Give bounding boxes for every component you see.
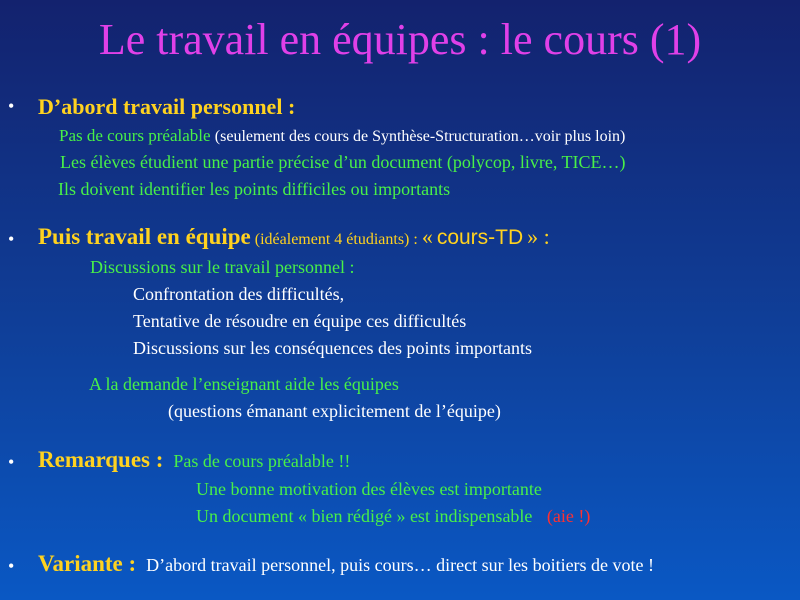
bullet-3: • [8, 452, 15, 472]
section3-line3-wrap [196, 506, 590, 527]
section4-text: D’abord travail personnel, puis cours… direct sur les boitiers de vote ! [146, 555, 655, 575]
slide-title: Le travail en équipes : le cours (1) [98, 15, 702, 64]
bullet-2: • [8, 229, 15, 249]
section1-line1-white: (seulement des cours de Synthèse-Structuration…voir plus loin) [214, 128, 626, 145]
section1-heading: D’abord travail personnel : [38, 94, 296, 119]
section2-quote-close: » : [527, 224, 550, 249]
section4-heading: Variante : [38, 551, 137, 576]
bullet-4: • [8, 556, 15, 576]
section3-line3-red: (aie !) [546, 506, 591, 526]
section1-line1 [59, 126, 625, 146]
section3-line2: Une bonne motivation des élèves est importante [196, 479, 542, 499]
section3-line1: Pas de cours préalable !! [173, 451, 351, 471]
section2-line5: A la demande l’enseignant aide les équipes [89, 374, 399, 394]
section3-heading-line [38, 447, 350, 473]
section2-line1: Discussions sur le travail personnel : [90, 257, 355, 277]
section2-heading-line [38, 224, 550, 250]
section2-paren: (idéalement 4 étudiants) : [254, 231, 418, 248]
section2-quote-open: « [421, 224, 433, 249]
section2-heading: Puis travail en équipe [38, 224, 251, 249]
section1-line3: Ils doivent identifier les points difficiles ou importants [58, 179, 451, 199]
section2-line4: Discussions sur les conséquences des points importants [133, 338, 532, 358]
section4-line [38, 551, 654, 577]
section3-heading: Remarques : [38, 447, 164, 472]
section1-line1-green: Pas de cours préalable [59, 126, 211, 145]
section2-cours-td: cours-TD [436, 226, 524, 249]
section2-line6: (questions émanant explicitement de l’équipe) [168, 401, 501, 421]
section3-line3: Un document « bien rédigé » est indispensable [196, 506, 533, 526]
section2-line2: Confrontation des difficultés, [133, 284, 345, 304]
bullet-1: • [8, 96, 15, 116]
section2-line3: Tentative de résoudre en équipe ces difficultés [133, 311, 467, 331]
section1-line2: Les élèves étudient une partie précise d’un document (polycop, livre, TICE…) [60, 152, 626, 172]
